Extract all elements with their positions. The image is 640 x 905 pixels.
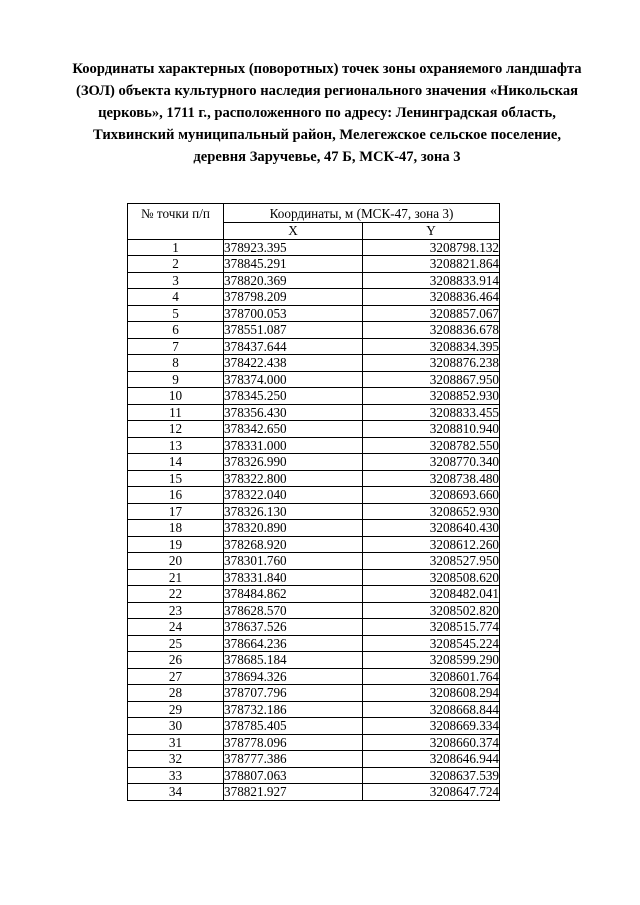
x-coordinate-cell: 378422.438 bbox=[224, 355, 363, 372]
y-coordinate-cell: 3208821.864 bbox=[363, 256, 500, 273]
table-row bbox=[128, 586, 500, 603]
table-row bbox=[128, 239, 500, 256]
point-number-cell: 17 bbox=[128, 503, 224, 520]
y-coordinate-cell: 3208640.430 bbox=[363, 520, 500, 537]
table-header-row bbox=[128, 204, 500, 223]
point-number-cell: 24 bbox=[128, 619, 224, 636]
point-number-cell: 18 bbox=[128, 520, 224, 537]
y-coordinate-cell: 3208833.455 bbox=[363, 404, 500, 421]
y-coordinate-cell: 3208836.464 bbox=[363, 289, 500, 306]
point-number-cell: 30 bbox=[128, 718, 224, 735]
point-number-cell: 32 bbox=[128, 751, 224, 768]
table-row bbox=[128, 734, 500, 751]
table-row bbox=[128, 256, 500, 273]
y-column-header: Y bbox=[363, 223, 500, 240]
x-coordinate-cell: 378356.430 bbox=[224, 404, 363, 421]
point-number-cell: 34 bbox=[128, 784, 224, 801]
y-coordinate-cell: 3208738.480 bbox=[363, 470, 500, 487]
point-number-cell: 2 bbox=[128, 256, 224, 273]
y-coordinate-cell: 3208508.620 bbox=[363, 569, 500, 586]
x-coordinate-cell: 378331.000 bbox=[224, 437, 363, 454]
x-coordinate-cell: 378374.000 bbox=[224, 371, 363, 388]
y-coordinate-cell: 3208668.844 bbox=[363, 701, 500, 718]
table-row bbox=[128, 784, 500, 801]
y-coordinate-cell: 3208608.294 bbox=[363, 685, 500, 702]
y-coordinate-cell: 3208647.724 bbox=[363, 784, 500, 801]
y-coordinate-cell: 3208652.930 bbox=[363, 503, 500, 520]
y-coordinate-cell: 3208545.224 bbox=[363, 635, 500, 652]
x-coordinate-cell: 378551.087 bbox=[224, 322, 363, 339]
title-line: деревня Заручевье, 47 Б, МСК-47, зона 3 bbox=[193, 149, 461, 165]
document-title bbox=[62, 58, 592, 168]
y-coordinate-cell: 3208770.340 bbox=[363, 454, 500, 471]
point-number-cell: 22 bbox=[128, 586, 224, 603]
x-coordinate-cell: 378628.570 bbox=[224, 602, 363, 619]
point-number-cell: 20 bbox=[128, 553, 224, 570]
table-row bbox=[128, 487, 500, 504]
x-coordinate-cell: 378637.526 bbox=[224, 619, 363, 636]
x-coordinate-cell: 378821.927 bbox=[224, 784, 363, 801]
x-coordinate-cell: 378326.990 bbox=[224, 454, 363, 471]
point-number-cell: 7 bbox=[128, 338, 224, 355]
table-row bbox=[128, 718, 500, 735]
point-number-cell: 16 bbox=[128, 487, 224, 504]
table-row bbox=[128, 602, 500, 619]
table-row bbox=[128, 652, 500, 669]
title-line: Тихвинский муниципальный район, Мелегежское сельское поселение, bbox=[92, 127, 562, 143]
point-number-cell: 26 bbox=[128, 652, 224, 669]
coordinates-table-body bbox=[128, 239, 500, 800]
y-coordinate-cell: 3208612.260 bbox=[363, 536, 500, 553]
x-coordinate-cell: 378700.053 bbox=[224, 305, 363, 322]
point-number-cell: 1 bbox=[128, 239, 224, 256]
y-coordinate-cell: 3208599.290 bbox=[363, 652, 500, 669]
point-number-cell: 15 bbox=[128, 470, 224, 487]
table-row bbox=[128, 404, 500, 421]
table-row bbox=[128, 437, 500, 454]
x-coordinate-cell: 378778.096 bbox=[224, 734, 363, 751]
point-number-cell: 5 bbox=[128, 305, 224, 322]
y-coordinate-cell: 3208810.940 bbox=[363, 421, 500, 438]
point-number-cell: 6 bbox=[128, 322, 224, 339]
point-number-cell: 23 bbox=[128, 602, 224, 619]
x-coordinate-cell: 378777.386 bbox=[224, 751, 363, 768]
point-number-cell: 9 bbox=[128, 371, 224, 388]
title-line: церковь», 1711 г., расположенного по адресу: Ленинградская область, bbox=[98, 105, 556, 121]
y-coordinate-cell: 3208515.774 bbox=[363, 619, 500, 636]
y-coordinate-cell: 3208876.238 bbox=[363, 355, 500, 372]
x-coordinate-cell: 378732.186 bbox=[224, 701, 363, 718]
table-row bbox=[128, 388, 500, 405]
table-row bbox=[128, 272, 500, 289]
point-number-cell: 29 bbox=[128, 701, 224, 718]
point-number-cell: 28 bbox=[128, 685, 224, 702]
coordinates-header: Координаты, м (МСК-47, зона 3) bbox=[224, 204, 500, 223]
point-number-cell: 8 bbox=[128, 355, 224, 372]
y-coordinate-cell: 3208834.395 bbox=[363, 338, 500, 355]
y-coordinate-cell: 3208836.678 bbox=[363, 322, 500, 339]
y-coordinate-cell: 3208482.041 bbox=[363, 586, 500, 603]
point-number-header: № точки п/п bbox=[128, 204, 224, 240]
x-coordinate-cell: 378345.250 bbox=[224, 388, 363, 405]
x-coordinate-cell: 378664.236 bbox=[224, 635, 363, 652]
point-number-cell: 19 bbox=[128, 536, 224, 553]
point-number-cell: 3 bbox=[128, 272, 224, 289]
x-coordinate-cell: 378268.920 bbox=[224, 536, 363, 553]
point-number-cell: 13 bbox=[128, 437, 224, 454]
point-number-cell: 4 bbox=[128, 289, 224, 306]
table-row bbox=[128, 536, 500, 553]
y-coordinate-cell: 3208852.930 bbox=[363, 388, 500, 405]
x-coordinate-cell: 378785.405 bbox=[224, 718, 363, 735]
point-number-cell: 14 bbox=[128, 454, 224, 471]
coordinates-table bbox=[127, 203, 500, 801]
y-coordinate-cell: 3208833.914 bbox=[363, 272, 500, 289]
table-row bbox=[128, 520, 500, 537]
title-line: Координаты характерных (поворотных) точек зоны охраняемого ландшафта bbox=[72, 61, 582, 77]
table-row bbox=[128, 701, 500, 718]
y-coordinate-cell: 3208857.067 bbox=[363, 305, 500, 322]
table-row bbox=[128, 305, 500, 322]
y-coordinate-cell: 3208502.820 bbox=[363, 602, 500, 619]
x-coordinate-cell: 378707.796 bbox=[224, 685, 363, 702]
table-row bbox=[128, 767, 500, 784]
point-number-cell: 33 bbox=[128, 767, 224, 784]
x-coordinate-cell: 378820.369 bbox=[224, 272, 363, 289]
point-number-cell: 11 bbox=[128, 404, 224, 421]
table-row bbox=[128, 751, 500, 768]
y-coordinate-cell: 3208867.950 bbox=[363, 371, 500, 388]
point-number-cell: 12 bbox=[128, 421, 224, 438]
table-row bbox=[128, 355, 500, 372]
y-coordinate-cell: 3208782.550 bbox=[363, 437, 500, 454]
table-row bbox=[128, 338, 500, 355]
x-coordinate-cell: 378685.184 bbox=[224, 652, 363, 669]
y-coordinate-cell: 3208669.334 bbox=[363, 718, 500, 735]
x-coordinate-cell: 378694.326 bbox=[224, 668, 363, 685]
y-coordinate-cell: 3208646.944 bbox=[363, 751, 500, 768]
point-number-cell: 25 bbox=[128, 635, 224, 652]
x-column-header: X bbox=[224, 223, 363, 240]
x-coordinate-cell: 378331.840 bbox=[224, 569, 363, 586]
point-number-cell: 31 bbox=[128, 734, 224, 751]
table-row bbox=[128, 289, 500, 306]
table-row bbox=[128, 635, 500, 652]
x-coordinate-cell: 378320.890 bbox=[224, 520, 363, 537]
table-row bbox=[128, 470, 500, 487]
table-row bbox=[128, 668, 500, 685]
x-coordinate-cell: 378322.800 bbox=[224, 470, 363, 487]
x-coordinate-cell: 378322.040 bbox=[224, 487, 363, 504]
y-coordinate-cell: 3208527.950 bbox=[363, 553, 500, 570]
x-coordinate-cell: 378845.291 bbox=[224, 256, 363, 273]
x-coordinate-cell: 378798.209 bbox=[224, 289, 363, 306]
table-row bbox=[128, 454, 500, 471]
point-number-cell: 10 bbox=[128, 388, 224, 405]
point-number-cell: 27 bbox=[128, 668, 224, 685]
title-line: (ЗОЛ) объекта культурного наследия регионального значения «Никольская bbox=[75, 83, 579, 99]
table-row bbox=[128, 322, 500, 339]
y-coordinate-cell: 3208660.374 bbox=[363, 734, 500, 751]
y-coordinate-cell: 3208601.764 bbox=[363, 668, 500, 685]
y-coordinate-cell: 3208693.660 bbox=[363, 487, 500, 504]
x-coordinate-cell: 378437.644 bbox=[224, 338, 363, 355]
x-coordinate-cell: 378923.395 bbox=[224, 239, 363, 256]
y-coordinate-cell: 3208637.539 bbox=[363, 767, 500, 784]
x-coordinate-cell: 378326.130 bbox=[224, 503, 363, 520]
point-number-cell: 21 bbox=[128, 569, 224, 586]
x-coordinate-cell: 378342.650 bbox=[224, 421, 363, 438]
x-coordinate-cell: 378301.760 bbox=[224, 553, 363, 570]
table-row bbox=[128, 619, 500, 636]
table-row bbox=[128, 569, 500, 586]
table-row bbox=[128, 421, 500, 438]
table-row bbox=[128, 553, 500, 570]
table-row bbox=[128, 685, 500, 702]
table-row bbox=[128, 371, 500, 388]
x-coordinate-cell: 378807.063 bbox=[224, 767, 363, 784]
y-coordinate-cell: 3208798.132 bbox=[363, 239, 500, 256]
table-row bbox=[128, 503, 500, 520]
x-coordinate-cell: 378484.862 bbox=[224, 586, 363, 603]
